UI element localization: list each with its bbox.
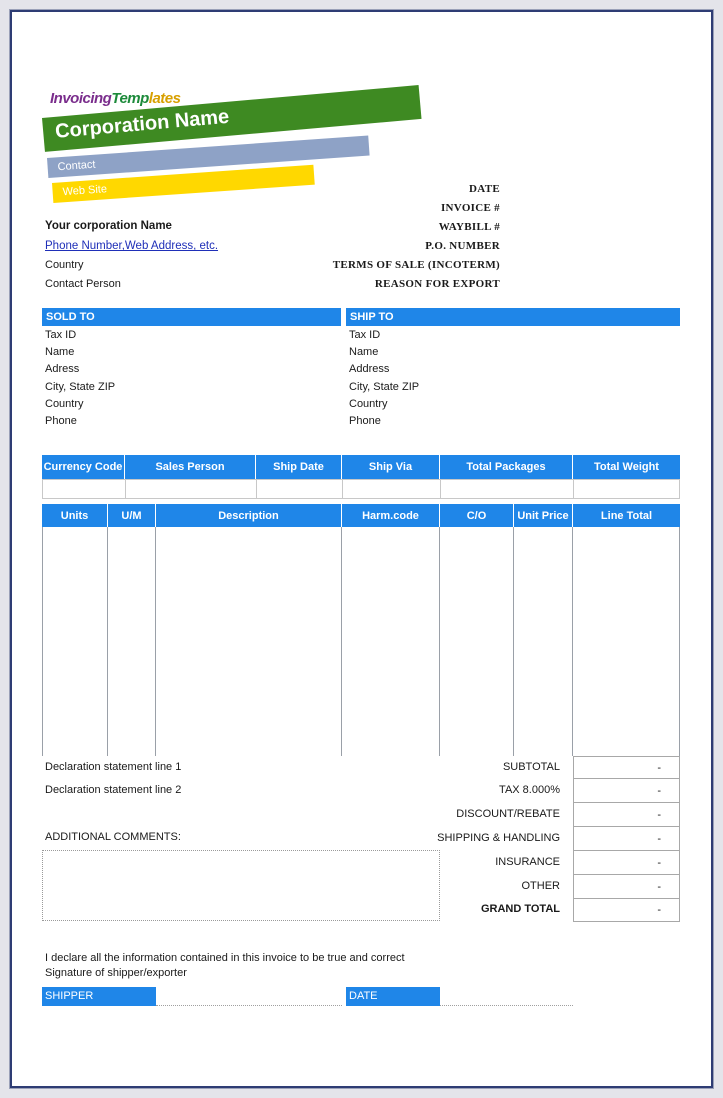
column-divider bbox=[572, 527, 573, 756]
ship-to-country: Country bbox=[349, 398, 388, 410]
po-number-label: P.O. NUMBER bbox=[425, 240, 500, 252]
declaration-line-1: Declaration statement line 1 bbox=[45, 761, 182, 773]
subtotal-label: SUBTOTAL bbox=[502, 761, 560, 773]
ship-via-header: Ship Via bbox=[342, 455, 440, 479]
company-name: Your corporation Name bbox=[45, 220, 172, 232]
insurance-value: - bbox=[573, 851, 680, 875]
total-weight-cell[interactable] bbox=[573, 479, 680, 499]
shipper-header bbox=[42, 987, 156, 1006]
sales-person-cell[interactable] bbox=[125, 479, 257, 499]
signature-label: Signature of shipper/exporter bbox=[45, 967, 187, 979]
website-text: Web Site bbox=[62, 183, 108, 199]
sold-to-header bbox=[42, 308, 341, 326]
ship-to-tax-id: Tax ID bbox=[349, 329, 381, 341]
company-country: Country bbox=[45, 259, 84, 271]
sold-to-country: Country bbox=[45, 398, 84, 410]
column-divider bbox=[513, 527, 514, 756]
total-weight-header: Total Weight bbox=[573, 455, 680, 479]
shipping-handling-label: SHIPPING & HANDLING bbox=[437, 832, 560, 844]
additional-comments-box[interactable] bbox=[42, 850, 440, 921]
company-contact-person: Contact Person bbox=[45, 278, 121, 290]
ship-via-cell[interactable] bbox=[342, 479, 441, 499]
grand-total-value: - bbox=[573, 899, 680, 922]
shipper-signature-line[interactable] bbox=[156, 1005, 342, 1007]
contact-text: Contact bbox=[57, 158, 96, 174]
sold-to-name: Name bbox=[45, 346, 75, 358]
logo-part-2: Temp bbox=[111, 90, 149, 107]
insurance-label: INSURANCE bbox=[495, 856, 560, 868]
subtotal-value: - bbox=[573, 756, 680, 779]
ship-to-header bbox=[346, 308, 680, 326]
additional-comments-label: ADDITIONAL COMMENTS: bbox=[45, 831, 181, 843]
ship-to-address: Address bbox=[349, 363, 390, 375]
ship-to-title: SHIP TO bbox=[350, 311, 394, 323]
corporation-name-text: Corporation Name bbox=[54, 105, 231, 143]
description-header: Description bbox=[156, 504, 342, 527]
logo-part-1: Invoicing bbox=[50, 90, 112, 107]
column-divider bbox=[107, 527, 108, 756]
line-total-header: Line Total bbox=[573, 504, 680, 527]
phone-web-link[interactable]: Phone Number,Web Address, etc. bbox=[45, 240, 219, 252]
shipping-handling-value: - bbox=[573, 827, 680, 851]
tax-value: - bbox=[573, 779, 680, 803]
column-divider bbox=[679, 527, 680, 756]
tax-label: TAX 8.000% bbox=[499, 784, 560, 796]
terms-of-sale-label: TERMS OF SALE (INCOTERM) bbox=[332, 259, 500, 271]
currency-code-cell[interactable] bbox=[42, 479, 126, 499]
shipper-label: SHIPPER bbox=[45, 990, 94, 1002]
discount-value: - bbox=[573, 803, 680, 827]
line-items-area[interactable] bbox=[42, 527, 680, 756]
sold-to-phone: Phone bbox=[45, 415, 77, 427]
ship-to-name: Name bbox=[349, 346, 379, 358]
grand-total-label: GRAND TOTAL bbox=[480, 903, 560, 915]
reason-for-export-label: REASON FOR EXPORT bbox=[374, 278, 500, 290]
co-header: C/O bbox=[440, 504, 514, 527]
other-value: - bbox=[573, 875, 680, 899]
column-divider bbox=[439, 527, 440, 756]
column-divider bbox=[42, 527, 43, 756]
date-label: DATE bbox=[469, 183, 500, 195]
signature-date-label: DATE bbox=[349, 990, 378, 1002]
ship-to-city: City, State ZIP bbox=[349, 381, 420, 393]
total-packages-cell[interactable] bbox=[440, 479, 574, 499]
ship-date-header: Ship Date bbox=[256, 455, 342, 479]
invoice-meta-labels bbox=[300, 0, 500, 300]
column-divider bbox=[341, 527, 342, 756]
declaration-statement: I declare all the information contained in this invoice to be true and correct bbox=[45, 952, 405, 964]
signature-date-header bbox=[346, 987, 440, 1006]
currency-code-header: Currency Code bbox=[42, 455, 125, 479]
um-header: U/M bbox=[108, 504, 156, 527]
ship-to-phone: Phone bbox=[349, 415, 381, 427]
invoice-number-label: INVOICE # bbox=[440, 202, 500, 214]
signature-date-line[interactable] bbox=[440, 1005, 573, 1007]
harm-code-header: Harm.code bbox=[342, 504, 440, 527]
logo-part-3: lates bbox=[148, 90, 181, 107]
column-divider bbox=[155, 527, 156, 756]
ship-date-cell[interactable] bbox=[256, 479, 343, 499]
sales-person-header: Sales Person bbox=[125, 455, 256, 479]
discount-label: DISCOUNT/REBATE bbox=[456, 808, 560, 820]
sold-to-tax-id: Tax ID bbox=[45, 329, 77, 341]
total-packages-header: Total Packages bbox=[440, 455, 573, 479]
invoicing-templates-logo bbox=[50, 90, 181, 107]
waybill-label: WAYBILL # bbox=[438, 221, 500, 233]
other-label: OTHER bbox=[521, 880, 560, 892]
sold-to-title: SOLD TO bbox=[46, 311, 95, 323]
units-header: Units bbox=[42, 504, 108, 527]
sold-to-address: Adress bbox=[45, 363, 80, 375]
declaration-line-2: Declaration statement line 2 bbox=[45, 784, 182, 796]
sold-to-city: City, State ZIP bbox=[45, 381, 116, 393]
unit-price-header: Unit Price bbox=[514, 504, 573, 527]
